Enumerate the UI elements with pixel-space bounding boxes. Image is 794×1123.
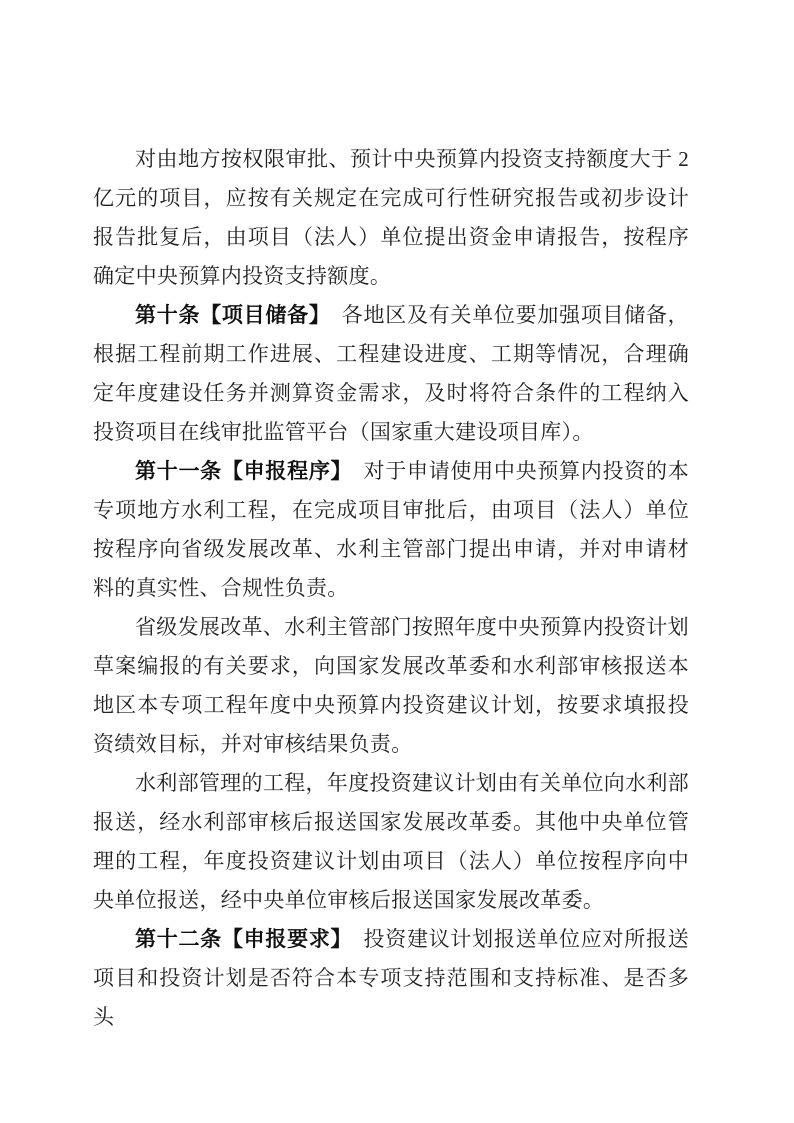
- paragraph-text: 对于申请使用中央预算内投资的本专项地方水利工程，在完成项目审批后，由项目（法人）单位按程序向省级发展改革、水利主管部门提出申请，并对申请材料的真实性、合规性负责。: [93, 459, 689, 600]
- paragraph: [93, 608, 689, 764]
- paragraph: [93, 140, 689, 296]
- paragraph-text: 各地区及有关单位要加强项目储备，根据工程前期工作进展、工程建设进度、工期等情况，合理确定年度建设任务并测算资金需求，及时将符合条件的工程纳入投资项目在线审批监管平台（国家重大建设项目库）。: [93, 303, 689, 444]
- paragraph: [93, 920, 689, 1037]
- paragraph-text: 对由地方按权限审批、预计中央预算内投资支持额度大于 2 亿元的项目，应按有关规定在完成可行性研究报告或初步设计报告批复后，由项目（法人）单位提出资金申请报告，按程序确定中央预算内投资支持额度。: [93, 147, 689, 288]
- paragraph: [93, 764, 689, 920]
- paragraph-text: 水利部管理的工程，年度投资建议计划由有关单位向水利部报送，经水利部审核后报送国家发展改革委。其他中央单位管理的工程，年度投资建议计划由项目（法人）单位按程序向中央单位报送，经中央单位审核后报送国家发展改革委。: [93, 771, 689, 912]
- document-body: [93, 140, 689, 1037]
- article-heading: 第十二条【申报要求】: [135, 928, 342, 951]
- article-heading: 第十条【项目储备】: [135, 304, 321, 327]
- paragraph-text: 省级发展改革、水利主管部门按照年度中央预算内投资计划草案编报的有关要求，向国家发展改革委和水利部审核报送本地区本专项工程年度中央预算内投资建议计划，按要求填报投资绩效目标，并对审核结果负责。: [93, 615, 689, 756]
- paragraph-text: 投资建议计划报送单位应对所报送项目和投资计划是否符合本专项支持范围和支持标准、是否多头: [93, 927, 689, 1029]
- paragraph: [93, 296, 689, 452]
- paragraph: [93, 452, 689, 608]
- article-heading: 第十一条【申报程序】: [135, 460, 342, 483]
